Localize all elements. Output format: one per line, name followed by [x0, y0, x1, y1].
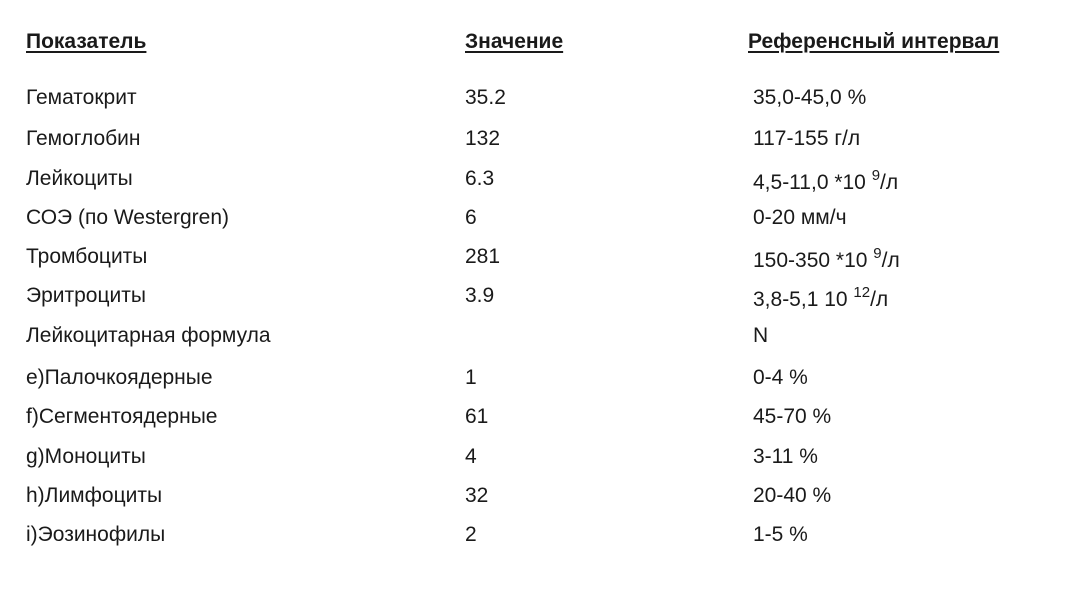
row-indicator: f)Сегментоядерные — [26, 405, 218, 428]
ref-exponent: 9 — [871, 167, 881, 184]
row-value: 3.9 — [465, 284, 495, 307]
row-reference — [753, 405, 831, 429]
row-reference — [753, 484, 831, 508]
table-row — [0, 484, 1079, 514]
row-value: 1 — [465, 366, 477, 389]
header-reference: Референсный интервал — [748, 30, 1000, 53]
row-reference — [753, 366, 808, 390]
ref-main: 20-40 % — [753, 484, 832, 507]
ref-main: 3-11 % — [753, 445, 818, 468]
table-row — [0, 206, 1079, 236]
header-indicator: Показатель — [26, 30, 147, 53]
ref-main: 4,5-11,0 *10 — [753, 171, 872, 194]
row-value: 132 — [465, 127, 501, 150]
row-value: 6 — [465, 206, 477, 229]
ref-main: 1-5 % — [753, 523, 808, 546]
ref-unit: /л — [881, 249, 900, 272]
row-indicator: h)Лимфоциты — [26, 484, 163, 507]
ref-unit: /л — [880, 171, 899, 194]
row-reference — [753, 523, 808, 547]
row-value: 2 — [465, 523, 477, 546]
row-value: 4 — [465, 445, 477, 468]
table-row — [0, 445, 1079, 475]
table-row — [0, 523, 1079, 553]
row-value: 35.2 — [465, 86, 506, 109]
row-reference — [753, 86, 866, 110]
ref-main: N — [753, 324, 769, 347]
row-indicator: Лейкоциты — [26, 167, 133, 190]
row-indicator: i)Эозинофилы — [26, 523, 166, 546]
ref-main: 117-155 г/л — [753, 127, 861, 150]
table-row — [0, 245, 1079, 275]
row-indicator: Гемоглобин — [26, 127, 141, 150]
row-reference — [753, 324, 768, 348]
ref-main: 150-350 *10 — [753, 249, 874, 272]
table-row — [0, 167, 1079, 197]
ref-main: 3,8-5,1 10 — [753, 288, 854, 311]
table-row — [0, 324, 1079, 354]
row-reference — [753, 284, 889, 312]
row-indicator: Эритроциты — [26, 284, 146, 307]
row-indicator: СОЭ (по Westergren) — [26, 206, 229, 229]
row-reference — [753, 127, 860, 151]
ref-exponent: 12 — [853, 284, 871, 301]
row-value: 6.3 — [465, 167, 495, 190]
row-reference — [753, 206, 847, 230]
ref-exponent: 9 — [873, 245, 882, 262]
row-indicator: Гематокрит — [26, 86, 137, 109]
row-indicator: e)Палочкоядерные — [26, 366, 213, 389]
row-indicator: Лейкоцитарная формула — [26, 324, 271, 347]
ref-unit: /л — [870, 288, 889, 311]
table-row — [0, 405, 1079, 435]
row-indicator: Тромбоциты — [26, 245, 148, 268]
row-reference — [753, 245, 900, 273]
row-value: 281 — [465, 245, 501, 268]
ref-main: 45-70 % — [753, 405, 832, 428]
ref-main: 35,0-45,0 % — [753, 86, 867, 109]
table-row — [0, 86, 1079, 116]
header-value: Значение — [465, 30, 564, 53]
row-value: 61 — [465, 405, 489, 428]
table-row — [0, 284, 1079, 314]
row-reference — [753, 445, 818, 469]
ref-main: 0-4 % — [753, 366, 808, 389]
ref-main: 0-20 мм/ч — [753, 206, 847, 229]
row-indicator: g)Моноциты — [26, 445, 146, 468]
row-value: 32 — [465, 484, 489, 507]
table-row — [0, 127, 1079, 157]
row-reference — [753, 167, 899, 195]
table-row — [0, 366, 1079, 396]
